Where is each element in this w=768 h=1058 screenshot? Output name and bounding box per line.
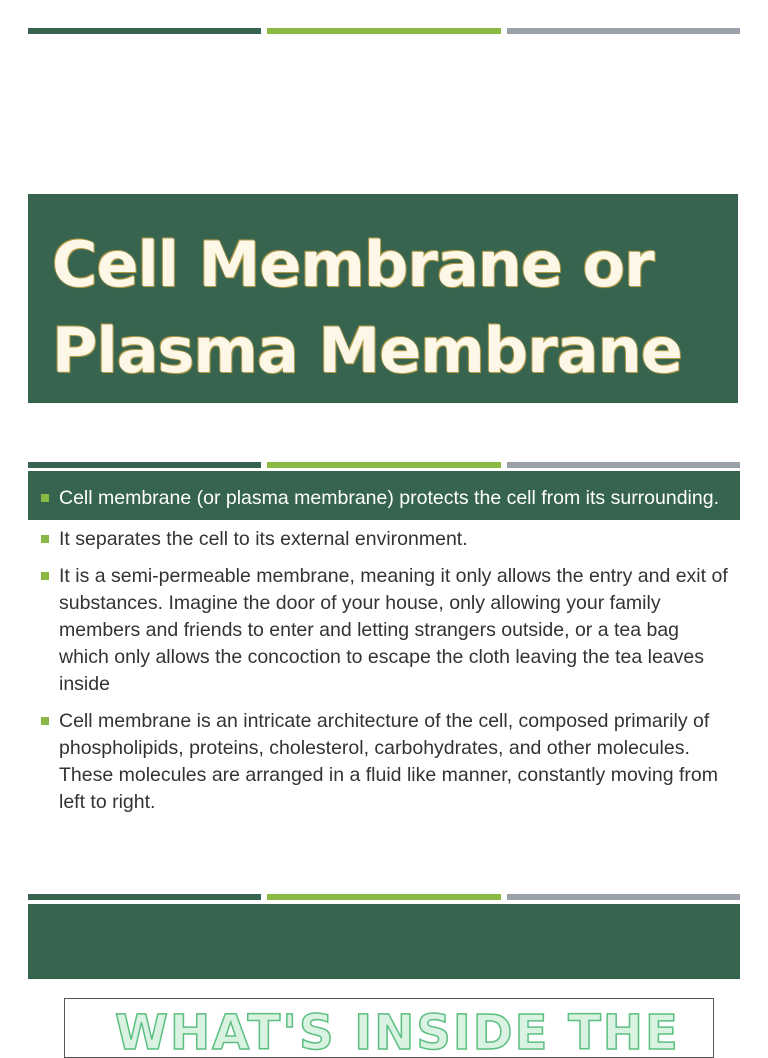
bullet-item bbox=[28, 526, 740, 553]
stripe-light-green bbox=[267, 28, 500, 34]
bullet-item bbox=[28, 708, 740, 816]
bullet-item bbox=[28, 563, 740, 698]
stripe-light-green bbox=[267, 462, 500, 468]
slide3-heading: WHAT'S INSIDE THE bbox=[115, 1005, 680, 1058]
bullet-text: Cell membrane (or plasma membrane) protects the cell from its surrounding. bbox=[59, 487, 720, 509]
slide-title bbox=[52, 222, 732, 394]
square-bullet-icon bbox=[41, 717, 49, 725]
stripe-dark-green bbox=[28, 894, 261, 900]
top-accent-stripes bbox=[28, 28, 740, 34]
slide3-accent-stripes bbox=[28, 894, 740, 900]
square-bullet-icon bbox=[41, 572, 49, 580]
bullet-text: Cell membrane is an intricate architecture of the cell, composed primarily of phospholipids, proteins, cholesterol, carbohydrates, and other molecules. These molecules are arranged in a fluid like manner, constantly moving from left to right. bbox=[59, 710, 718, 813]
bullet-list bbox=[28, 471, 740, 816]
bullet-text: It is a semi-permeable membrane, meaning it only allows the entry and exit of substances. Imagine the door of your house, only allowing your family members and friends to enter and letting strangers outside, or a tea bag which only allows the concoction to escape the cloth leaving the tea leaves inside bbox=[59, 565, 728, 695]
bullet-item bbox=[28, 471, 740, 520]
slide3-title-banner bbox=[28, 904, 740, 979]
bullet-text: It separates the cell to its external environment. bbox=[59, 528, 468, 550]
title-banner bbox=[28, 194, 738, 403]
slide3-heading-frame bbox=[64, 998, 714, 1058]
stripe-gray bbox=[507, 28, 740, 34]
stripe-dark-green bbox=[28, 28, 261, 34]
square-bullet-icon bbox=[41, 494, 49, 502]
slide2-accent-stripes bbox=[28, 462, 740, 468]
title-line-2: Plasma Membrane bbox=[52, 314, 682, 387]
stripe-light-green bbox=[267, 894, 500, 900]
title-line-1: Cell Membrane or bbox=[52, 228, 654, 301]
stripe-gray bbox=[507, 894, 740, 900]
square-bullet-icon bbox=[41, 535, 49, 543]
stripe-dark-green bbox=[28, 462, 261, 468]
stripe-gray bbox=[507, 462, 740, 468]
